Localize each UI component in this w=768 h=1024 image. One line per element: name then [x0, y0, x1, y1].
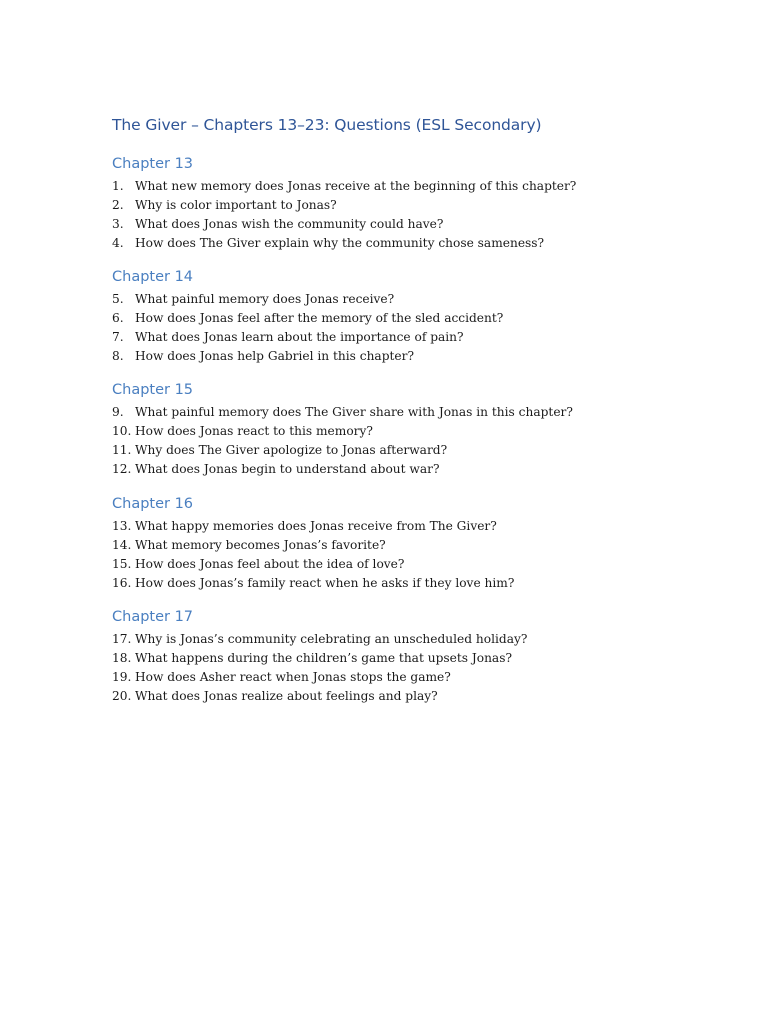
list-item — [112, 555, 514, 574]
question-text: How does The Giver explain why the community chose sameness? — [135, 236, 545, 250]
question-text: What happy memories does Jonas receive from The Giver? — [135, 519, 497, 533]
question-number: 19. — [112, 670, 132, 684]
chapter-section-14 — [112, 266, 503, 366]
chapter-heading: Chapter 14 — [112, 269, 194, 285]
list-item — [112, 309, 503, 328]
list-item — [112, 234, 576, 253]
question-text: What painful memory does The Giver share with Jonas in this chapter? — [135, 405, 573, 419]
list-item — [112, 649, 527, 668]
question-number: 18. — [112, 651, 132, 665]
list-item — [112, 196, 576, 215]
list-item — [112, 177, 576, 196]
list-item — [112, 517, 514, 536]
question-number: 16. — [112, 576, 132, 590]
chapter-heading: Chapter 13 — [112, 156, 194, 172]
chapter-heading: Chapter 17 — [112, 609, 194, 625]
chapter-section-17 — [112, 606, 527, 706]
question-text: How does Jonas help Gabriel in this chapter? — [135, 349, 414, 363]
question-number: 13. — [112, 519, 132, 533]
question-text: How does Asher react when Jonas stops the game? — [135, 670, 451, 684]
list-item — [112, 328, 503, 347]
question-number: 14. — [112, 538, 132, 552]
question-text: What memory becomes Jonas’s favorite? — [135, 538, 386, 552]
list-item — [112, 403, 573, 422]
question-number: 3. — [112, 217, 124, 231]
question-text: What does Jonas learn about the importance of pain? — [135, 330, 464, 344]
question-text: Why does The Giver apologize to Jonas afterward? — [135, 443, 448, 457]
question-number: 8. — [112, 349, 124, 363]
document-title: The Giver – Chapters 13–23: Questions (ESL Secondary) — [112, 116, 542, 134]
question-number: 9. — [112, 405, 124, 419]
question-text: How does Jonas’s family react when he asks if they love him? — [135, 576, 515, 590]
question-number: 11. — [112, 443, 132, 457]
question-list — [112, 177, 576, 253]
chapter-heading: Chapter 16 — [112, 496, 194, 512]
question-number: 7. — [112, 330, 124, 344]
question-number: 1. — [112, 179, 124, 193]
list-item — [112, 347, 503, 366]
chapter-section-16 — [112, 493, 514, 593]
list-item — [112, 668, 527, 687]
question-text: What does Jonas begin to understand about war? — [135, 462, 440, 476]
question-number: 10. — [112, 424, 132, 438]
question-number: 5. — [112, 292, 124, 306]
question-number: 17. — [112, 632, 132, 646]
chapter-heading: Chapter 15 — [112, 382, 194, 398]
question-text: How does Jonas react to this memory? — [135, 424, 373, 438]
question-list — [112, 290, 503, 366]
question-list — [112, 517, 514, 593]
list-item — [112, 422, 573, 441]
chapter-section-13 — [112, 153, 576, 253]
question-number: 6. — [112, 311, 124, 325]
question-number: 4. — [112, 236, 124, 250]
list-item — [112, 630, 527, 649]
list-item — [112, 215, 576, 234]
list-item — [112, 441, 573, 460]
list-item — [112, 574, 514, 593]
question-number: 20. — [112, 689, 132, 703]
question-text: Why is color important to Jonas? — [135, 198, 337, 212]
chapter-section-15 — [112, 379, 573, 479]
question-list — [112, 403, 573, 479]
question-text: What painful memory does Jonas receive? — [135, 292, 395, 306]
list-item — [112, 536, 514, 555]
question-text: How does Jonas feel after the memory of the sled accident? — [135, 311, 504, 325]
question-number: 2. — [112, 198, 124, 212]
question-list — [112, 630, 527, 706]
list-item — [112, 290, 503, 309]
question-text: What happens during the children’s game that upsets Jonas? — [135, 651, 512, 665]
question-number: 12. — [112, 462, 132, 476]
question-text: What new memory does Jonas receive at the beginning of this chapter? — [135, 179, 577, 193]
list-item — [112, 687, 527, 706]
list-item — [112, 460, 573, 479]
question-text: What does Jonas realize about feelings and play? — [135, 689, 438, 703]
question-text: What does Jonas wish the community could have? — [135, 217, 444, 231]
question-number: 15. — [112, 557, 132, 571]
question-text: How does Jonas feel about the idea of love? — [135, 557, 405, 571]
question-text: Why is Jonas’s community celebrating an unscheduled holiday? — [135, 632, 528, 646]
